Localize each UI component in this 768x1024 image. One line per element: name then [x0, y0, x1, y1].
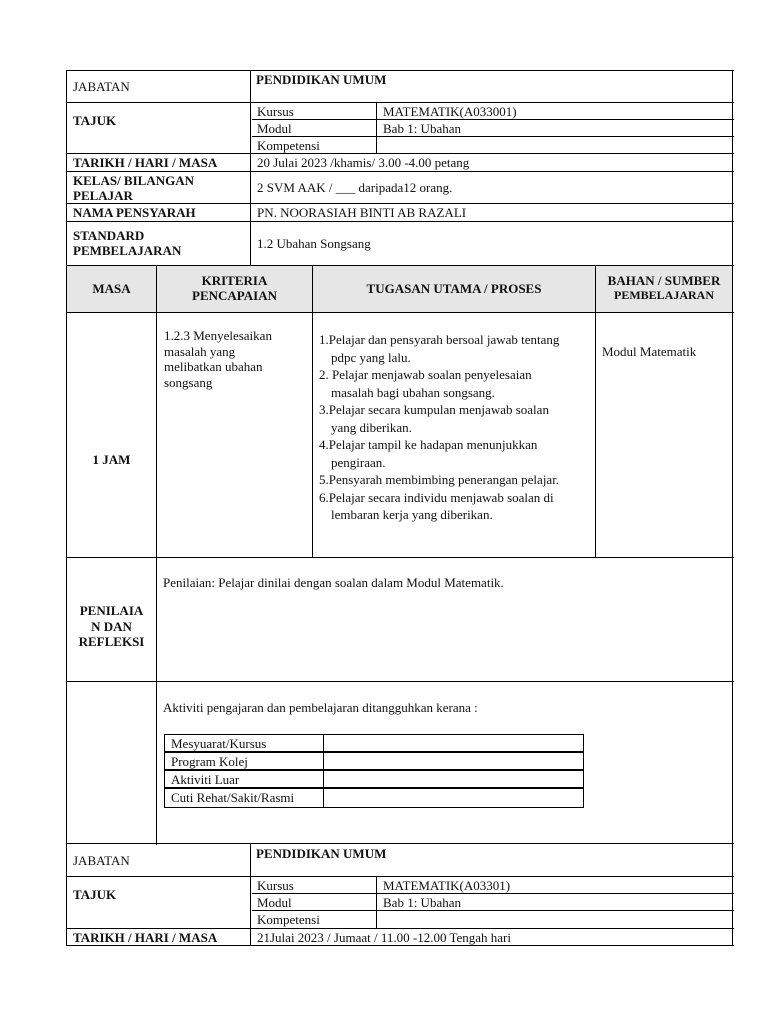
standard-label-2: PEMBELAJARAN: [73, 243, 182, 258]
penilaian-label-line: PENILAIA: [79, 603, 144, 618]
kursus-label: Kursus: [257, 104, 294, 119]
masa-header: MASA: [92, 281, 131, 296]
jabatan-label-2: JABATAN: [73, 853, 130, 868]
masa-value: 1 JAM: [92, 452, 131, 467]
tarikh-label: TARIKH / HARI / MASA: [73, 155, 218, 170]
step-line: 3.Pelajar secara kumpulan menjawab soalan: [319, 402, 549, 417]
tarikh-label-2: TARIKH / HARI / MASA: [73, 930, 218, 945]
reason-label: Cuti Rehat/Sakit/Rasmi: [171, 790, 295, 805]
tangguh-text: Aktiviti pengajaran dan pembelajaran ditangguhkan kerana :: [163, 700, 478, 715]
kursus-value-2: MATEMATIK(A03301): [383, 878, 511, 893]
reason-label: Aktiviti Luar: [171, 772, 240, 787]
step-line: masalah bagi ubahan songsang.: [331, 384, 495, 400]
tarikh-value: 20 Julai 2023 /khamis/ 3.00 -4.00 petang: [257, 155, 470, 170]
modul-label-2: Modul: [257, 895, 292, 910]
standard-value: 1.2 Ubahan Songsang: [257, 236, 371, 251]
kelas-value: 2 SVM AAK / ___ daripada12 orang.: [257, 180, 453, 195]
modul-value-2: Bab 1: Ubahan: [383, 895, 461, 910]
jabatan-label: JABATAN: [73, 79, 130, 94]
pensyarah-value: PN. NOORASIAH BINTI AB RAZALI: [257, 205, 467, 220]
modul-value: Bab 1: Ubahan: [383, 121, 461, 136]
penilaian-label-line: REFLEKSI: [78, 634, 145, 649]
kelas-label: KELAS/ BILANGAN: [73, 173, 194, 188]
step-line: 2. Pelajar menjawab soalan penyelesaian: [319, 367, 532, 382]
tajuk-label-2: TAJUK: [73, 887, 117, 902]
kelas-label-2: PELAJAR: [73, 188, 133, 203]
list-item: [313, 436, 593, 471]
kriteria-line: 1.2.3 Menyelesaikan: [164, 328, 272, 343]
process-list: [313, 331, 593, 524]
list-item: [313, 471, 593, 489]
step-line: 6.Pelajar secara individu menjawab soalan di: [319, 489, 554, 505]
penilaian-text: Penilaian: Pelajar dinilai dengan soalan dalam Modul Matematik.: [163, 575, 504, 590]
bahan-header: BAHAN / SUMBER: [607, 273, 721, 288]
bahan-header-2: PEMBELAJARAN: [613, 288, 714, 302]
list-item: [313, 489, 593, 524]
standard-label: STANDARD: [73, 228, 145, 243]
list-item: [313, 366, 593, 401]
reason-label: Program Kolej: [171, 754, 248, 769]
jabatan-value-2: PENDIDIKAN UMUM: [256, 846, 387, 861]
step-line: 1.Pelajar dan pensyarah bersoal jawab tentang: [319, 332, 560, 347]
kriteria-line: masalah yang: [164, 343, 236, 359]
kursus-label-2: Kursus: [257, 878, 294, 893]
step-line: 5.Pensyarah membimbing penerangan pelajar.: [319, 472, 560, 487]
reason-label: Mesyuarat/Kursus: [171, 736, 267, 751]
penilaian-label: [67, 603, 156, 650]
list-item: [313, 401, 593, 436]
step-line: lembaran kerja yang diberikan.: [331, 507, 493, 522]
penilaian-label-line: N DAN: [91, 618, 132, 634]
kriteria-cell: [164, 328, 309, 390]
jabatan-value: PENDIDIKAN UMUM: [256, 72, 387, 87]
step-line: pdpc yang lalu.: [331, 349, 411, 365]
modul-label: Modul: [257, 121, 292, 136]
step-line: 4.Pelajar tampil ke hadapan menunjukkan: [319, 437, 538, 452]
tugasan-header: TUGASAN UTAMA / PROSES: [366, 281, 542, 296]
pensyarah-label: NAMA PENSYARAH: [73, 205, 196, 220]
step-line: pengiraan.: [331, 454, 386, 470]
kriteria-header: KRITERIA: [201, 273, 268, 288]
kriteria-line: songsang: [164, 374, 213, 390]
kriteria-header-2: PENCAPAIAN: [192, 288, 277, 303]
kursus-value: MATEMATIK(A033001): [383, 104, 517, 119]
tajuk-label: TAJUK: [73, 113, 117, 128]
kriteria-line: melibatkan ubahan: [164, 359, 263, 374]
bahan-value: Modul Matematik: [602, 344, 697, 359]
tarikh-value-2: 21Julai 2023 / Jumaat / 11.00 -12.00 Tengah hari: [257, 930, 511, 945]
step-line: yang diberikan.: [331, 419, 412, 435]
kompetensi-label: Kompetensi: [257, 138, 320, 153]
kompetensi-label-2: Kompetensi: [257, 912, 320, 927]
list-item: [313, 331, 593, 366]
